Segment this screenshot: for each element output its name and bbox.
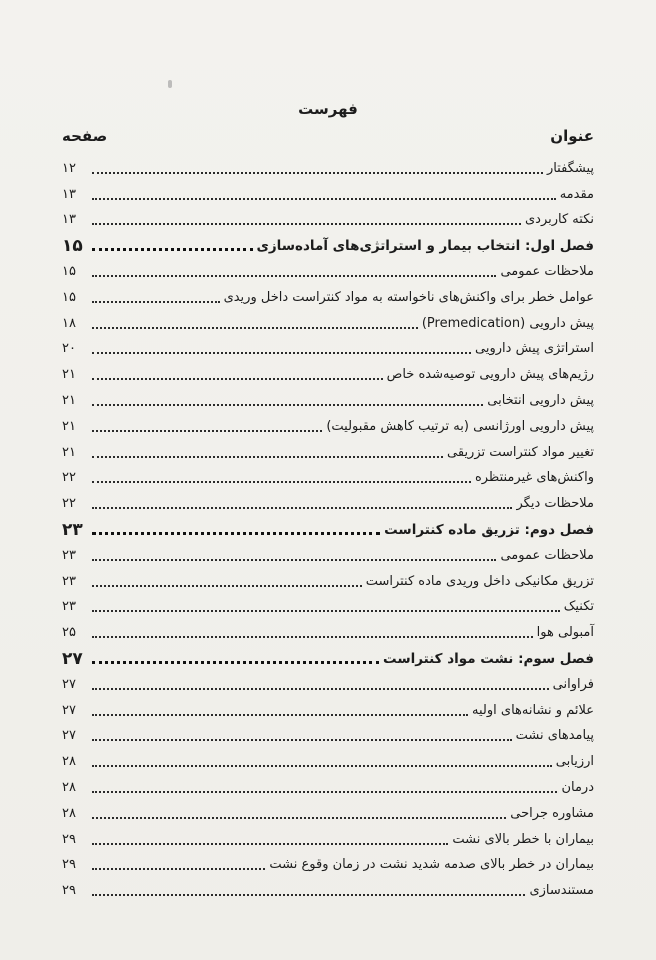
dot-leader [92, 248, 253, 251]
toc-page-number: ۲۱ [62, 392, 76, 408]
toc-entry-title: رژیم‌های پیش دارویی توصیه‌شده خاص [386, 367, 594, 383]
toc-page-number: ۱۳ [62, 212, 76, 228]
toc-row [62, 409, 594, 435]
toc-row [62, 203, 594, 229]
toc-entry-title: مقدمه [559, 186, 594, 202]
toc-entry-title: آمبولی هوا [536, 625, 594, 641]
toc-entry-title: پیش دارویی (Premedication) [421, 315, 594, 331]
toc-entry-title: مستندسازی [529, 883, 594, 899]
toc-entry-title: بیماران با خطر بالای نشت [452, 831, 594, 847]
dot-leader [92, 404, 483, 406]
toc-entry-title: پیش دارویی انتخابی [487, 392, 594, 408]
toc-entry-title: پیش دارویی اورژانسی (به ترتیب کاهش مقبولیت) [326, 418, 594, 434]
toc-page-number: ۲۷ [62, 702, 76, 718]
toc-row [62, 667, 594, 693]
paper-mark [168, 80, 172, 88]
toc-row [62, 332, 594, 358]
toc-page-number: ۲۸ [62, 754, 76, 770]
toc-page-number: ۲۷ [62, 648, 83, 669]
toc-chapter-row [62, 512, 594, 538]
dot-leader [92, 894, 525, 896]
toc-entry-title: پیامدهای نشت [515, 728, 594, 744]
toc-row [62, 822, 594, 848]
toc-row [62, 693, 594, 719]
toc-entry-title: مشاوره جراحی [510, 805, 594, 821]
dot-leader [92, 430, 322, 432]
dot-leader [92, 378, 383, 380]
toc-entry-title: فصل سوم: نشت مواد کنتراست [383, 650, 594, 667]
toc-page-number: ۲۳ [62, 547, 76, 563]
dot-leader [92, 507, 512, 509]
dot-leader [92, 456, 443, 458]
toc-entry-title: تزریق مکانیکی داخل وریدی ماده کنتراست [365, 573, 594, 589]
toc-row [62, 848, 594, 874]
dot-leader [92, 791, 557, 793]
toc-page-number: ۲۳ [62, 573, 76, 589]
toc-list [62, 151, 594, 899]
dot-leader [92, 559, 496, 561]
toc-row [62, 719, 594, 745]
toc-row [62, 744, 594, 770]
dot-leader [92, 817, 506, 819]
toc-row [62, 538, 594, 564]
toc-page-number: ۲۸ [62, 779, 76, 795]
dot-leader [92, 172, 543, 174]
dot-leader [92, 765, 552, 767]
toc-entry-title: بیماران در خطر بالای صدمه شدید نشت در زمان وقوع نشت [269, 857, 594, 873]
toc-page-number: ۱۵ [62, 289, 76, 305]
toc-row [62, 280, 594, 306]
toc-entry-title: ملاحظات عمومی [500, 263, 594, 279]
toc-row [62, 796, 594, 822]
dot-leader [92, 223, 521, 225]
toc-row [62, 564, 594, 590]
toc-page-number: ۱۸ [62, 315, 76, 331]
toc-entry-title: استراتژی پیش دارویی [475, 341, 594, 357]
dot-leader [92, 868, 265, 870]
toc-row [62, 770, 594, 796]
dot-leader [92, 198, 556, 200]
toc-page-number: ۲۷ [62, 676, 76, 692]
toc-header [62, 127, 594, 149]
toc-page-number: ۲۹ [62, 857, 76, 873]
toc-page-number: ۲۳ [62, 599, 76, 615]
toc-entry-title: درمان [561, 779, 594, 795]
dot-leader [92, 843, 448, 845]
dot-leader [92, 275, 496, 277]
toc-entry-title: فصل دوم: تزریق ماده کنتراست [384, 521, 594, 538]
dot-leader [92, 661, 379, 664]
dot-leader [92, 301, 220, 303]
toc-row [62, 306, 594, 332]
toc-row [62, 177, 594, 203]
dot-leader [92, 714, 468, 716]
toc-page-number: ۲۸ [62, 805, 76, 821]
toc-page-number: ۲۱ [62, 418, 76, 434]
column-header-page: صفحه [62, 127, 108, 145]
dot-leader [92, 688, 549, 690]
toc-entry-title: علائم و نشانه‌های اولیه [472, 702, 594, 718]
toc-entry-title: تکنیک [563, 599, 594, 615]
toc-row [62, 254, 594, 280]
toc-entry-title: تغییر مواد کنتراست تزریقی [447, 444, 594, 460]
toc-row [62, 873, 594, 899]
toc-row [62, 151, 594, 177]
toc-page-number: ۲۱ [62, 444, 76, 460]
toc-entry-title: ملاحظات دیگر [516, 496, 594, 512]
dot-leader [92, 636, 533, 638]
dot-leader [92, 610, 560, 612]
toc-row [62, 615, 594, 641]
toc-row [62, 486, 594, 512]
toc-page-number: ۲۷ [62, 728, 76, 744]
toc-title: فهرست [298, 100, 358, 118]
dot-leader [92, 532, 380, 535]
dot-leader [92, 327, 418, 329]
toc-page-number: ۲۳ [62, 519, 83, 540]
toc-chapter-row [62, 228, 594, 257]
toc-row [62, 590, 594, 616]
toc-row [62, 435, 594, 461]
toc-page-number: ۲۹ [62, 831, 76, 847]
toc-page-number: ۲۵ [62, 625, 76, 641]
dot-leader [92, 739, 512, 741]
dot-leader [92, 352, 471, 354]
toc-entry-title: فصل اول: انتخاب بیمار و استراتژی‌های آماده‌سازی [256, 238, 594, 255]
toc-page-number: ۲۱ [62, 367, 76, 383]
toc-chapter-row [62, 641, 594, 667]
dot-leader [92, 585, 362, 587]
toc-page-number: ۲۲ [62, 470, 76, 486]
toc-row [62, 383, 594, 409]
toc-entry-title: نکته کاربردی [524, 212, 594, 228]
toc-entry-title: پیشگفتار [546, 160, 594, 176]
toc-page-number: ۲۲ [62, 496, 76, 512]
toc-entry-title: ملاحظات عمومی [500, 547, 594, 563]
toc-row [62, 357, 594, 383]
toc-page-number: ۲۹ [62, 883, 76, 899]
toc-entry-title: عوامل خطر برای واکنش‌های ناخواسته به مواد کنتراست داخل وریدی [223, 289, 594, 305]
toc-page-number: ۱۲ [62, 160, 76, 176]
dot-leader [92, 481, 471, 483]
toc-page-number: ۱۵ [62, 236, 83, 257]
toc-entry-title: فراوانی [552, 676, 594, 692]
toc-page-number: ۱۳ [62, 186, 76, 202]
toc-row [62, 461, 594, 487]
toc-entry-title: واکنش‌های غیرمنتظره [474, 470, 594, 486]
toc-page-number: ۲۰ [62, 341, 76, 357]
toc-page-number: ۱۵ [62, 263, 76, 279]
toc-entry-title: ارزیابی [555, 754, 594, 770]
column-header-title: عنوان [550, 127, 594, 145]
